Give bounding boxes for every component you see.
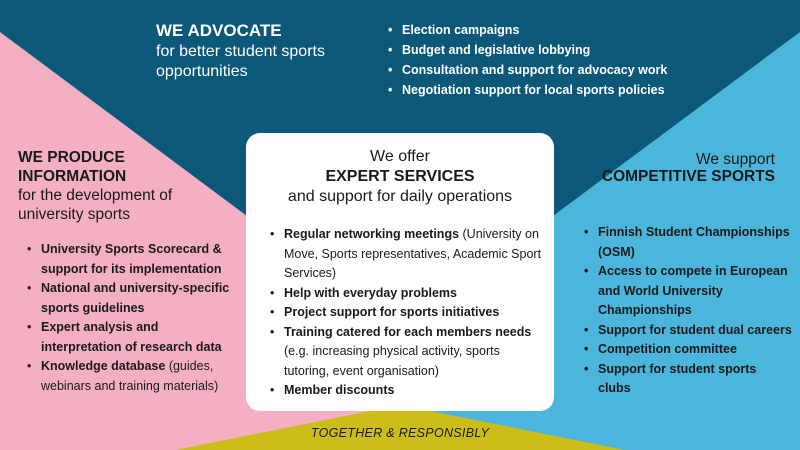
- item-bold-text: National and university-specific sports guidelines: [41, 281, 230, 315]
- item-bold-text: Training catered for each members needs: [284, 324, 532, 339]
- services-intro: We offer: [370, 148, 430, 165]
- support-title: COMPETITIVE SPORTS: [601, 168, 775, 185]
- produce-list: [25, 240, 235, 396]
- item-bold-text: Help with everyday problems: [284, 285, 457, 300]
- support-intro: We support: [696, 151, 775, 168]
- item-bold-text: Regular networking meetings: [284, 227, 460, 241]
- list-item: • Finnish Student Championships (OSM): [582, 223, 792, 262]
- list-item: [268, 381, 543, 401]
- support-list: [582, 223, 792, 399]
- together-label: TOGETHER & RESPONSIBLY: [310, 426, 490, 440]
- list-item: • Budget and legislative lobbying: [386, 40, 786, 60]
- list-item: [25, 279, 235, 318]
- list-item: • Negotiation support for local sports policies: [386, 80, 786, 100]
- item-bold-text: Member discounts: [284, 383, 395, 397]
- item-detail-text: (guides, webinars and training materials): [41, 359, 219, 393]
- item-bold-text: University Sports Scorecard & support for its implementation: [41, 242, 222, 276]
- list-item: [268, 225, 543, 284]
- services-list: [268, 225, 543, 401]
- advocate-list: [386, 20, 786, 100]
- list-item: [25, 357, 235, 396]
- item-bold-text: Expert analysis and interpretation of research data: [41, 320, 222, 354]
- list-item: • Support for student dual careers: [582, 321, 792, 341]
- list-item: [25, 318, 235, 357]
- list-item: [268, 284, 543, 304]
- item-bold-text: Project support for sports initiatives: [284, 305, 500, 319]
- advocate-subtitle: for better student sports opportunities: [156, 43, 325, 80]
- item-detail-text: (University on Move, Sports representatives, Academic Sport Services): [284, 227, 542, 280]
- produce-title: WE PRODUCE INFORMATION: [18, 149, 127, 185]
- list-item: • Election campaigns: [386, 20, 786, 40]
- item-detail-text: (e.g. increasing physical activity, sports tutoring, event organisation): [284, 344, 500, 378]
- services-subtitle: and support for daily operations: [287, 188, 513, 205]
- list-item: • Support for student sports clubs: [582, 360, 792, 399]
- list-item: [25, 240, 235, 279]
- list-item: • Competition committee: [582, 340, 792, 360]
- produce-subtitle: for the development of university sports: [18, 187, 173, 223]
- item-bold-text: Knowledge database: [41, 359, 166, 373]
- advocate-title: WE ADVOCATE: [156, 21, 282, 40]
- list-item: [268, 303, 543, 323]
- list-item: [268, 323, 543, 382]
- list-item: • Consultation and support for advocacy work: [386, 60, 786, 80]
- services-title: EXPERT SERVICES: [325, 168, 475, 185]
- list-item: • Access to compete in European and World University Championships: [582, 262, 792, 321]
